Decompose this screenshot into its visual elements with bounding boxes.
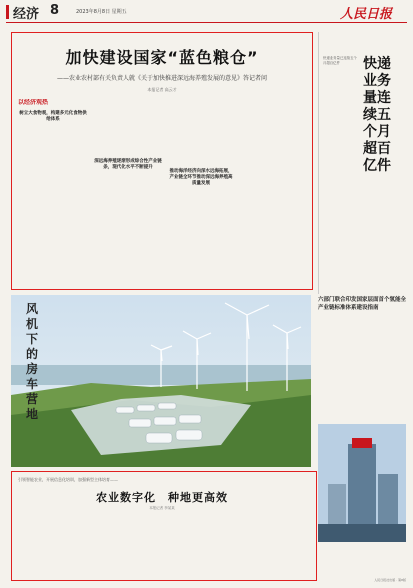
right-story[interactable] <box>318 32 407 294</box>
hydrogen-facility-photo <box>318 424 406 542</box>
right-bottom-story-title[interactable]: 六部门联合印发国家层面首个氢能全产业链标准体系建设指南 <box>318 297 407 311</box>
right-story-title[interactable]: 快递业务量连续五个月超百亿件 <box>363 56 391 174</box>
lead-article-midhead-1: 树立大食物观，构建多元化食物供给体系 <box>19 111 87 122</box>
bottom-article[interactable] <box>11 471 317 581</box>
bottom-article-byline: 本报记者 李某某 <box>149 506 175 510</box>
wind-turbine-campsite-photo <box>11 295 311 467</box>
lead-article-subtitle: ——农业农村部有关负责人就《关于加快推进深远海养殖发展的意见》答记者问 <box>56 75 267 82</box>
lead-article-column-2 <box>94 99 162 283</box>
newspaper-logo: 人民日报 <box>340 7 393 22</box>
lead-article-title[interactable]: 加快建设国家“蓝色粮仓” <box>65 48 259 67</box>
bottom-article-kicker: 引领智能农业，开展信息化培训，加强新型主体培育—— <box>18 477 118 482</box>
photo-caption: 风机下的房车营地 <box>26 302 39 421</box>
lead-article-column-4 <box>240 99 306 283</box>
photo-illustration <box>11 295 311 467</box>
lead-article-kicker: 以经济观热 <box>18 99 49 106</box>
lead-article-column-3 <box>168 99 234 283</box>
section-title: 经济 <box>13 7 40 22</box>
right-story-kicker: 快递业务量已连续五个月超百亿件 <box>323 56 357 65</box>
lead-article-column-1 <box>18 99 88 283</box>
bottom-article-title[interactable]: 农业数字化 种地更高效 <box>96 491 228 504</box>
lead-article-midhead-3: 推动海洋经济向深水远海拓展，产业链全环节推动深远海养殖高质量发展 <box>169 169 233 186</box>
issue-date: 2023年8月8日 星期五 <box>76 9 127 15</box>
lead-article[interactable] <box>11 32 313 290</box>
page-footer: 人民日报社出版 · 第8版 <box>374 578 406 582</box>
page-number: 8 <box>50 3 60 18</box>
section-marker <box>6 5 9 19</box>
header-rule <box>6 22 407 23</box>
lead-article-midhead-2: 深远海养殖逐渐形成综合性产业链条，现代化水平不断提升 <box>94 159 162 170</box>
facility-illustration <box>318 424 406 542</box>
lead-article-byline: 本报记者 高云才 <box>147 87 177 92</box>
